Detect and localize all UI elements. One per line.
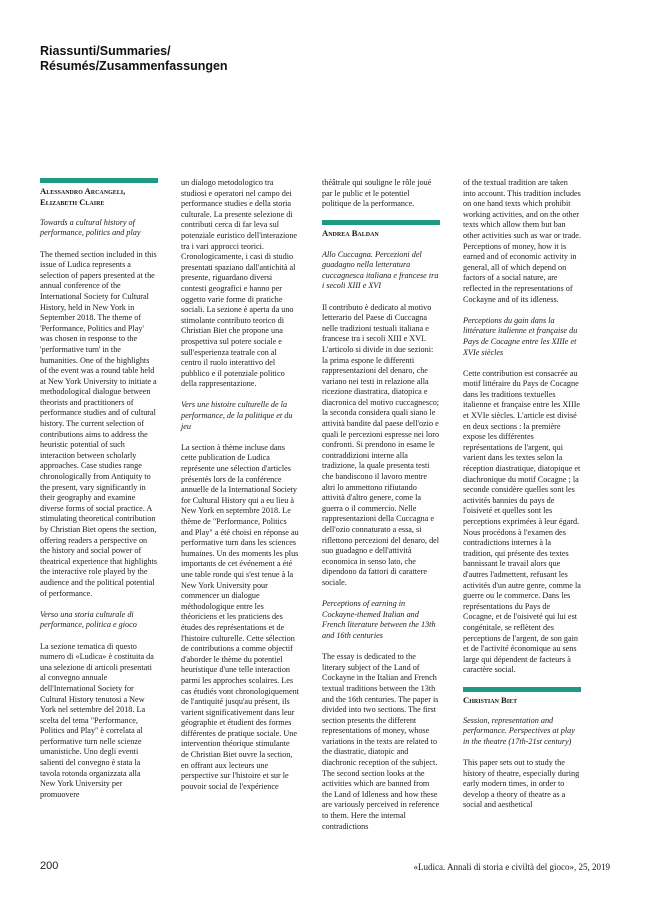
abstract-title-it: Allo Cuccagna. Percezioni del guadagno nella letteratura cuccagnesca italiana e francese tra i secoli XIII e XVI: [322, 249, 439, 291]
header-line-2: Résumés/Zusammenfassungen: [40, 59, 228, 73]
abstract-text-en: This paper sets out to study the history of theatre, especially during early modern times, in order to develop a theory of theatre as a social and aesthetical: [463, 758, 580, 810]
abstract-text-en: The essay is dedicated to the literary subject of the Land of Cockayne in the Italian and French textual traditions between the 13th and the 16th centuries. The paper is divided into two sections. The first section presents the different representations of money, whose variations in the texts are related to the diastratic, diatopic and diachronic reception of the subject. The second section looks at the activities which are banned from the Land of Idleness and how these are variously perceived in reference to them. Here the internal contradictions: [322, 652, 440, 831]
abstract-text-it-continued: un dialogo metodologico tra studiosi e operatori nel campo dei performance studies e della storia culturale. La presente selezione di contributi cerca di far leva sul potenziale euristico dell'interazione tra i vari approcci teorici. Cronologicamente, i casi di studio presentati spaziano dall'antichità al presente, riguardano diversi contesti geografici e hanno per oggetto varie forme di pratiche sociali. La sezione è aperta da uno stimolante contributo teorico di Christian Biet che propone una prospettiva sul potere sociale e sull'esperienza teatrale con al centro il ruolo interattivo del pubblico e il potenziale politico della rappresentazione.: [181, 178, 298, 389]
abstract-text-fr-continued: théâtrale qui souligne le rôle joué par le public et le potentiel politique de la performance.: [322, 178, 432, 209]
abstract-title-fr: Vers une histoire culturelle de la performance, de la politique et du jeu: [181, 400, 293, 431]
section-header: [40, 44, 228, 74]
journal-citation: «Ludica. Annali di storia e civiltà del gioco», 25, 2019: [413, 862, 610, 872]
column-3: [322, 178, 440, 843]
page-number: 200: [40, 860, 59, 872]
column-4: [463, 178, 581, 822]
abstract-title-en: Towards a cultural history of performance, politics and play: [40, 217, 141, 238]
abstract-text-it: La sezione tematica di questo numero di «Ludica» è costituita da una selezione di articoli presentati al convegno annuale dell'International Society for Cultural History tenutosi a New York nel settembre del 2018. La scelta del tema "Performance, Politics and Play" è correlata al performative turn nelle scienze umanistiche. Uno degli eventi salienti del convegno è stata la tavola rotonda organizzata alla New York University per promuovere: [40, 641, 154, 799]
section-divider: [322, 220, 440, 225]
author-name: Christian Biet: [463, 694, 518, 705]
section-divider: [40, 178, 158, 183]
abstract-text-en: The themed section included in this issue of Ludica represents a selection of papers presented at the annual conference of the International Society for Cultural History, held in New York in September 2018. The theme of 'Performance, Politics and Play' was chosen in response to the 'performative turn' in the humanities. One of the highlights of the event was a round table held at New York University to initiate a methodological dialogue between theorists and practitioners of performance studies and of cultural history. The current selection of contributions aims to address the heuristic potential of such interaction between scholarly approaches. Case studies range chronologically from Antiquity to the present, vary significantly in their geography and examine diverse forms of social practice. A stimulating theoretical contribution by Christian Biet opens the section, offering readers a perspective on the history and social power of theatrical experience that highlights the interactive role played by the audience and the political potential of performance.: [40, 249, 158, 598]
abstract-text-fr: Cette contribution est consacrée au motif littéraire du Pays de Cocagne dans les traditions textuelles italienne et française entre les XIIIe et XVIe siècles. L'article est divisé en deux sections : la première expose les différentes représentations de l'argent, qui varient dans les textes selon la réception diastratique, diatopique et diachronique du motif Cocagne ; la seconde considère quelles sont les activités bannies du pays de l'oisiveté et quelles sont les perceptions exprimées à leur égard. Nous procédons à l'examen des contradictions internes à la tradition, qui présente des textes bannissant le travail alors que d'autres l'admettent, refusant les activités d'un autre genre, comme la guerre ou le commerce. Dans les représentations du Pays de Cocagne, et de l'oisiveté qui lui est congénitale, se reflètent des perceptions de l'argent, de son gain et de l'activité économique au sens large qui dépendent de facteurs à caractère social.: [463, 368, 581, 675]
header-line-1: Riassunti/Summaries/: [40, 44, 171, 58]
abstract-text-fr: La section à thème incluse dans cette publication de Ludica représente une sélection d'articles présentés lors de la conférence annuelle de la International Society for Cultural History qui a eu lieu à New York en septembre 2018. Le thème de "Performance, Politics and Play" a été choisi en réponse au performative turn dans les sciences humaines. Un des moments les plus importants de cet événement a été une table ronde qui s'est tenue à la New York University pour commencer un dialogue méthodologique entre les théoriciens et les praticiens des études des représentations et de l'histoire culturelle. Cette sélection de contributions a comme objectif d'aborder le thème du potentiel heuristique d'une telle interaction parmi les approches scolaires. Les cas étudiés vont chronologiquement de l'antiquité jusqu'au présent, ils varient significativement dans leur géographie et étudient des formes différentes de pratique sociale. Une intervention théorique stimulante de Christian Biet ouvre la section, en offrant aux lecteurs une perspective sur l'histoire et sur le pouvoir social de l'expérience: [181, 442, 300, 791]
abstract-title-it: Verso una storia culturale di performance, politica e gioco: [40, 609, 137, 630]
abstract-title-fr: Perceptions du gain dans la littérature italienne et française du Pays de Cocagne entre les XIIIe et XVIe siècles: [463, 315, 578, 357]
column-2: [181, 178, 299, 803]
section-divider: [463, 687, 581, 692]
abstract-text-en-continued: of the textual tradition are taken into account. This tradition includes on one hand texts which prohibit working activities, and on the other texts which allow them but ban other activities such as war or trade. Perceptions of money, how it is earned and of economic activity in general, all of which depend on factors of a social nature, are reflected in the representations of Cockayne and of its idleness.: [463, 178, 581, 304]
abstract-title-en: Perceptions of earning in Cockayne-themed Italian and French literature between the 13th and 16th centuries: [322, 599, 436, 640]
abstract-text-it: Il contributo è dedicato al motivo letterario del Paese di Cuccagna nelle tradizioni testuali italiana e francese tra i secoli XIII e XVI. L'articolo si divide in due sezioni: la prima espone le differenti rappresentazioni del denaro, che variano nei testi in relazione alla ricezione diastratica, diatopica e diacronica del motivo cuccagnesco; la seconda considera quali siano le attività bandite dal paese dell'ozio e quali le percezioni espresse nei loro confronti. Si prendono in esame le contraddizioni interne alla tradizione, la quale presenta testi che bandiscono il lavoro mentre altri lo ammettono rifiutando attività d'altro genere, come la guerra o il commercio. Nelle rappresentazioni della Cuccagna e dell'ozio connaturato a essa, si riflettono percezioni del denaro, del suo guadagno e dell'attività economica in senso lato, che dipendono da fattori di carattere sociale.: [322, 302, 440, 587]
author-name: Alessandro Arcangeli, Elizabeth Claire: [40, 186, 126, 207]
author-name: Andrea Baldan: [322, 228, 379, 239]
abstract-title-en: Session, representation and performance. Perspectives at play in the theatre (17th-21st century): [463, 715, 575, 746]
column-1: [40, 178, 158, 811]
